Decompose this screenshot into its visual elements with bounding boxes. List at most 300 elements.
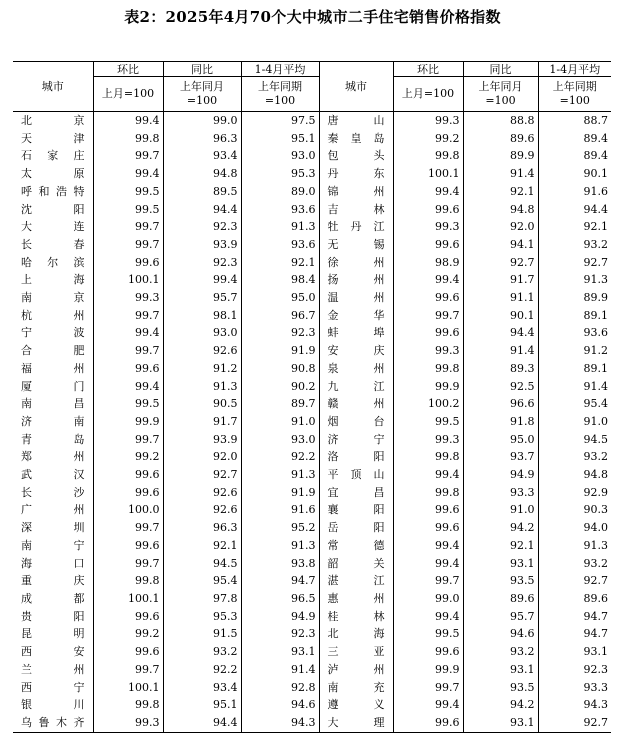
- city-name-right: 济宁: [319, 431, 393, 449]
- city-name-left: 南京: [21, 291, 85, 305]
- mom-index-right: 99.5: [393, 413, 463, 431]
- ytd-avg-index-left: 93.6: [241, 201, 319, 219]
- city-name-right: 丹东: [319, 165, 393, 183]
- city-name-right: 宜昌: [319, 484, 393, 502]
- yoy-index-left: 89.5: [163, 183, 241, 201]
- ytd-avg-index-left: 95.2: [241, 519, 319, 537]
- city-name-left: 南宁: [21, 538, 85, 552]
- table-row: [13, 643, 611, 661]
- ytd-avg-index-right: 91.3: [538, 537, 611, 555]
- yoy-index-right: 91.4: [463, 165, 538, 183]
- ytd-avg-index-right: 92.3: [538, 661, 611, 679]
- header-hb-right: 环比: [393, 62, 463, 77]
- ytd-avg-index-right: 93.2: [538, 448, 611, 466]
- yoy-index-left: 92.0: [163, 448, 241, 466]
- city-name-right: 北海: [319, 625, 393, 643]
- city-name-right: 遵义: [319, 696, 393, 714]
- table-row: [13, 395, 611, 413]
- yoy-index-right: 93.1: [463, 714, 538, 732]
- table-row: [13, 413, 611, 431]
- table-row: [13, 324, 611, 342]
- ytd-avg-index-right: 94.7: [538, 608, 611, 626]
- ytd-avg-index-right: 91.0: [538, 413, 611, 431]
- ytd-avg-index-left: 89.0: [241, 183, 319, 201]
- table-title: 表2：2025年4月70个大中城市二手住宅销售价格指数: [124, 8, 501, 26]
- ytd-avg-index-left: 93.0: [241, 431, 319, 449]
- yoy-index-left: 99.0: [163, 112, 241, 130]
- table-row: [13, 130, 611, 148]
- mom-index-left: 99.3: [93, 289, 163, 307]
- city-name-left: 济南: [21, 414, 85, 428]
- mom-index-left: 99.9: [93, 413, 163, 431]
- ytd-avg-index-right: 91.3: [538, 271, 611, 289]
- table-row: [13, 661, 611, 679]
- table-row: [13, 501, 611, 519]
- yoy-index-left: 94.4: [163, 714, 241, 732]
- mom-index-left: 99.5: [93, 183, 163, 201]
- city-name-left: 石家庄: [21, 149, 85, 163]
- city-name-left: 大连: [21, 220, 85, 234]
- yoy-index-right: 91.7: [463, 271, 538, 289]
- city-name-right: 锦州: [319, 183, 393, 201]
- yoy-index-right: 94.9: [463, 466, 538, 484]
- city-name-left: 长沙: [21, 485, 85, 499]
- mom-index-right: 99.3: [393, 218, 463, 236]
- yoy-index-right: 89.6: [463, 130, 538, 148]
- yoy-index-right: 94.2: [463, 696, 538, 714]
- table-row: [13, 307, 611, 325]
- city-name-left: 武汉: [21, 468, 85, 482]
- mom-index-right: 99.6: [393, 501, 463, 519]
- mom-index-left: 99.7: [93, 519, 163, 537]
- city-name-right: 南充: [319, 679, 393, 697]
- city-name-right: 包头: [319, 147, 393, 165]
- yoy-index-right: 93.3: [463, 484, 538, 502]
- ytd-avg-index-right: 91.4: [538, 378, 611, 396]
- mom-index-left: 99.7: [93, 307, 163, 325]
- mom-index-left: 99.7: [93, 218, 163, 236]
- yoy-index-right: 92.1: [463, 183, 538, 201]
- city-name-right: 泸州: [319, 661, 393, 679]
- ytd-avg-index-right: 94.3: [538, 696, 611, 714]
- mom-index-left: 99.4: [93, 378, 163, 396]
- yoy-index-left: 91.2: [163, 360, 241, 378]
- yoy-index-left: 93.4: [163, 147, 241, 165]
- mom-index-right: 99.8: [393, 448, 463, 466]
- yoy-index-left: 99.4: [163, 271, 241, 289]
- table-row: [13, 183, 611, 201]
- mom-index-right: 99.7: [393, 572, 463, 590]
- yoy-index-right: 92.0: [463, 218, 538, 236]
- mom-index-right: 99.8: [393, 484, 463, 502]
- table-row: [13, 608, 611, 626]
- header-avg-sub-left: 上年同期=100: [241, 77, 319, 112]
- yoy-index-right: 89.9: [463, 147, 538, 165]
- city-name-left: 南昌: [21, 397, 85, 411]
- yoy-index-left: 94.4: [163, 201, 241, 219]
- city-name-left: 乌鲁木齐: [13, 714, 93, 732]
- mom-index-right: 99.4: [393, 183, 463, 201]
- yoy-index-left: 95.1: [163, 696, 241, 714]
- yoy-index-left: 93.9: [163, 431, 241, 449]
- mom-index-right: 99.6: [393, 324, 463, 342]
- yoy-index-right: 94.6: [463, 625, 538, 643]
- table-row: [13, 271, 611, 289]
- table-row: [13, 254, 611, 272]
- table-row: [13, 466, 611, 484]
- ytd-avg-index-right: 93.3: [538, 679, 611, 697]
- ytd-avg-index-right: 91.2: [538, 342, 611, 360]
- ytd-avg-index-right: 89.4: [538, 147, 611, 165]
- ytd-avg-index-left: 95.0: [241, 289, 319, 307]
- table-row: [13, 289, 611, 307]
- yoy-index-left: 95.7: [163, 289, 241, 307]
- ytd-avg-index-left: 93.1: [241, 643, 319, 661]
- ytd-avg-index-right: 92.1: [538, 218, 611, 236]
- mom-index-right: 99.8: [393, 360, 463, 378]
- city-name-right: 牡丹江: [319, 218, 393, 236]
- ytd-avg-index-left: 89.7: [241, 395, 319, 413]
- header-city-left: 城市: [13, 62, 93, 112]
- ytd-avg-index-left: 91.9: [241, 484, 319, 502]
- ytd-avg-index-right: 89.1: [538, 360, 611, 378]
- city-name-right: 九江: [319, 378, 393, 396]
- mom-index-right: 99.3: [393, 112, 463, 130]
- city-name-right: 大理: [319, 714, 393, 732]
- header-hb-left: 环比: [93, 62, 163, 77]
- yoy-index-right: 91.8: [463, 413, 538, 431]
- city-name-right: 徐州: [319, 254, 393, 272]
- mom-index-left: 99.6: [93, 608, 163, 626]
- table-row: [13, 360, 611, 378]
- ytd-avg-index-right: 90.1: [538, 165, 611, 183]
- mom-index-right: 99.6: [393, 201, 463, 219]
- city-name-right: 常德: [319, 537, 393, 555]
- yoy-index-left: 92.7: [163, 466, 241, 484]
- city-name-right: 三亚: [319, 643, 393, 661]
- yoy-index-left: 92.2: [163, 661, 241, 679]
- city-name-right: 蚌埠: [319, 324, 393, 342]
- city-name-right: 岳阳: [319, 519, 393, 537]
- mom-index-left: 100.1: [93, 679, 163, 697]
- yoy-index-left: 96.3: [163, 130, 241, 148]
- city-name-left: 贵阳: [21, 609, 85, 623]
- yoy-index-left: 91.7: [163, 413, 241, 431]
- ytd-avg-index-left: 91.9: [241, 342, 319, 360]
- ytd-avg-index-left: 97.5: [241, 112, 319, 130]
- yoy-index-right: 92.7: [463, 254, 538, 272]
- table-row: [13, 714, 611, 732]
- yoy-index-right: 94.1: [463, 236, 538, 254]
- mom-index-left: 99.7: [93, 661, 163, 679]
- yoy-index-left: 96.3: [163, 519, 241, 537]
- mom-index-left: 99.4: [93, 324, 163, 342]
- city-name-left: 银川: [21, 698, 85, 712]
- ytd-avg-index-right: 92.7: [538, 572, 611, 590]
- mom-index-right: 99.3: [393, 431, 463, 449]
- ytd-avg-index-right: 95.4: [538, 395, 611, 413]
- city-name-right: 襄阳: [319, 501, 393, 519]
- yoy-index-right: 96.6: [463, 395, 538, 413]
- city-name-left: 兰州: [21, 662, 85, 676]
- ytd-avg-index-right: 89.4: [538, 130, 611, 148]
- table-row: [13, 537, 611, 555]
- yoy-index-left: 94.5: [163, 555, 241, 573]
- yoy-index-right: 93.2: [463, 643, 538, 661]
- table-row: [13, 236, 611, 254]
- yoy-index-right: 93.5: [463, 679, 538, 697]
- city-name-right: 扬州: [319, 271, 393, 289]
- city-name-right: 洛阳: [319, 448, 393, 466]
- table-row: [13, 572, 611, 590]
- ytd-avg-index-left: 98.4: [241, 271, 319, 289]
- mom-index-left: 99.2: [93, 448, 163, 466]
- ytd-avg-index-left: 92.3: [241, 625, 319, 643]
- table-row: [13, 165, 611, 183]
- ytd-avg-index-left: 92.8: [241, 679, 319, 697]
- city-name-left: 太原: [21, 167, 85, 181]
- ytd-avg-index-right: 94.8: [538, 466, 611, 484]
- mom-index-right: 99.6: [393, 236, 463, 254]
- ytd-avg-index-right: 94.5: [538, 431, 611, 449]
- ytd-avg-index-right: 93.2: [538, 555, 611, 573]
- table-row: [13, 378, 611, 396]
- city-name-left: 合肥: [21, 344, 85, 358]
- yoy-index-right: 94.2: [463, 519, 538, 537]
- header-avg-sub-right: 上年同期=100: [538, 77, 611, 112]
- yoy-index-right: 89.3: [463, 360, 538, 378]
- mom-index-left: 99.7: [93, 147, 163, 165]
- header-hb-sub-left: 上月=100: [93, 77, 163, 112]
- ytd-avg-index-left: 94.7: [241, 572, 319, 590]
- yoy-index-left: 97.8: [163, 590, 241, 608]
- mom-index-right: 99.9: [393, 378, 463, 396]
- city-name-right: 吉林: [319, 201, 393, 219]
- city-name-left: 福州: [21, 361, 85, 375]
- city-name-left: 宁波: [21, 326, 85, 340]
- mom-index-left: 99.2: [93, 625, 163, 643]
- yoy-index-left: 95.4: [163, 572, 241, 590]
- mom-index-left: 99.6: [93, 484, 163, 502]
- ytd-avg-index-left: 92.2: [241, 448, 319, 466]
- mom-index-right: 99.9: [393, 661, 463, 679]
- yoy-index-right: 95.0: [463, 431, 538, 449]
- city-name-right: 唐山: [319, 112, 393, 130]
- table-row: [13, 147, 611, 165]
- yoy-index-right: 89.6: [463, 590, 538, 608]
- mom-index-right: 99.4: [393, 466, 463, 484]
- city-name-right: 赣州: [319, 395, 393, 413]
- ytd-avg-index-right: 92.9: [538, 484, 611, 502]
- city-name-right: 无锡: [319, 236, 393, 254]
- ytd-avg-index-left: 94.6: [241, 696, 319, 714]
- yoy-index-right: 93.5: [463, 572, 538, 590]
- table-row: [13, 431, 611, 449]
- city-name-left: 昆明: [21, 627, 85, 641]
- city-name-left: 厦门: [21, 379, 85, 393]
- yoy-index-left: 92.6: [163, 484, 241, 502]
- ytd-avg-index-left: 93.6: [241, 236, 319, 254]
- city-name-left: 西安: [21, 645, 85, 659]
- mom-index-left: 99.5: [93, 201, 163, 219]
- ytd-avg-index-left: 96.7: [241, 307, 319, 325]
- mom-index-left: 99.8: [93, 572, 163, 590]
- city-name-left: 深圳: [21, 521, 85, 535]
- ytd-avg-index-right: 93.6: [538, 324, 611, 342]
- yoy-index-right: 93.1: [463, 661, 538, 679]
- city-name-right: 秦皇岛: [319, 130, 393, 148]
- table-row: [13, 679, 611, 697]
- ytd-avg-index-left: 91.4: [241, 661, 319, 679]
- yoy-index-left: 91.3: [163, 378, 241, 396]
- header-avg-right: 1-4月平均: [538, 62, 611, 77]
- mom-index-left: 99.6: [93, 537, 163, 555]
- yoy-index-left: 92.1: [163, 537, 241, 555]
- table-row: [13, 448, 611, 466]
- ytd-avg-index-right: 89.1: [538, 307, 611, 325]
- ytd-avg-index-right: 94.7: [538, 625, 611, 643]
- ytd-avg-index-left: 90.8: [241, 360, 319, 378]
- mom-index-right: 99.0: [393, 590, 463, 608]
- header-tb-right: 同比: [463, 62, 538, 77]
- city-name-right: 金华: [319, 307, 393, 325]
- city-name-left: 长春: [21, 237, 85, 251]
- mom-index-right: 99.3: [393, 342, 463, 360]
- ytd-avg-index-left: 94.3: [241, 714, 319, 732]
- yoy-index-right: 91.1: [463, 289, 538, 307]
- city-name-left: 上海: [21, 273, 85, 287]
- ytd-avg-index-left: 91.3: [241, 537, 319, 555]
- city-name-right: 惠州: [319, 590, 393, 608]
- ytd-avg-index-right: 92.7: [538, 714, 611, 732]
- mom-index-left: 100.1: [93, 590, 163, 608]
- mom-index-right: 99.4: [393, 555, 463, 573]
- header-city-right: 城市: [319, 62, 393, 112]
- table-body: [13, 112, 611, 733]
- city-name-left: 哈尔滨: [21, 255, 85, 269]
- mom-index-left: 99.7: [93, 431, 163, 449]
- yoy-index-right: 93.7: [463, 448, 538, 466]
- city-name-left: 北京: [21, 114, 85, 127]
- mom-index-right: 99.7: [393, 679, 463, 697]
- ytd-avg-index-right: 94.0: [538, 519, 611, 537]
- yoy-index-left: 94.8: [163, 165, 241, 183]
- city-name-left: 西宁: [21, 680, 85, 694]
- mom-index-left: 99.6: [93, 360, 163, 378]
- ytd-avg-index-left: 94.9: [241, 608, 319, 626]
- table-row: [13, 625, 611, 643]
- yoy-index-left: 93.2: [163, 643, 241, 661]
- city-name-left: 呼和浩特: [21, 184, 85, 198]
- ytd-avg-index-right: 90.3: [538, 501, 611, 519]
- city-name-right: 温州: [319, 289, 393, 307]
- mom-index-left: 99.7: [93, 342, 163, 360]
- table-row: [13, 590, 611, 608]
- yoy-index-left: 92.6: [163, 342, 241, 360]
- mom-index-left: 99.3: [93, 714, 163, 732]
- table-row: [13, 555, 611, 573]
- header-tb-sub-left: 上年同月=100: [163, 77, 241, 112]
- mom-index-right: 99.6: [393, 519, 463, 537]
- city-name-right: 泉州: [319, 360, 393, 378]
- city-name-left: 成都: [21, 591, 85, 605]
- mom-index-left: 99.6: [93, 643, 163, 661]
- ytd-avg-index-right: 93.2: [538, 236, 611, 254]
- mom-index-left: 100.0: [93, 501, 163, 519]
- price-index-table: [13, 61, 611, 733]
- city-name-right: 湛江: [319, 572, 393, 590]
- yoy-index-right: 91.4: [463, 342, 538, 360]
- yoy-index-left: 93.4: [163, 679, 241, 697]
- yoy-index-left: 92.3: [163, 218, 241, 236]
- yoy-index-right: 91.0: [463, 501, 538, 519]
- table-row: [13, 218, 611, 236]
- mom-index-left: 99.6: [93, 466, 163, 484]
- mom-index-left: 99.4: [93, 165, 163, 183]
- mom-index-left: 99.6: [93, 254, 163, 272]
- yoy-index-right: 90.1: [463, 307, 538, 325]
- ytd-avg-index-left: 93.0: [241, 147, 319, 165]
- yoy-index-left: 98.1: [163, 307, 241, 325]
- mom-index-left: 100.1: [93, 271, 163, 289]
- ytd-avg-index-left: 96.5: [241, 590, 319, 608]
- ytd-avg-index-left: 91.3: [241, 218, 319, 236]
- city-name-right: 平顶山: [319, 466, 393, 484]
- mom-index-right: 99.7: [393, 307, 463, 325]
- table-row: [13, 112, 611, 130]
- mom-index-right: 99.5: [393, 625, 463, 643]
- city-name-left: 天津: [21, 131, 85, 145]
- header-avg-left: 1-4月平均: [241, 62, 319, 77]
- mom-index-left: 99.4: [93, 112, 163, 130]
- yoy-index-right: 94.4: [463, 324, 538, 342]
- mom-index-right: 99.4: [393, 271, 463, 289]
- city-name-right: 桂林: [319, 608, 393, 626]
- ytd-avg-index-left: 90.2: [241, 378, 319, 396]
- ytd-avg-index-left: 95.3: [241, 165, 319, 183]
- mom-index-right: 100.1: [393, 165, 463, 183]
- ytd-avg-index-left: 91.3: [241, 466, 319, 484]
- header-tb-sub-right: 上年同月=100: [463, 77, 538, 112]
- city-name-left: 杭州: [21, 308, 85, 322]
- mom-index-left: 99.8: [93, 696, 163, 714]
- mom-index-right: 99.4: [393, 537, 463, 555]
- ytd-avg-index-right: 93.1: [538, 643, 611, 661]
- mom-index-right: 99.4: [393, 696, 463, 714]
- ytd-avg-index-left: 92.3: [241, 324, 319, 342]
- yoy-index-left: 93.9: [163, 236, 241, 254]
- header-hb-sub-right: 上月=100: [393, 77, 463, 112]
- yoy-index-left: 92.3: [163, 254, 241, 272]
- mom-index-left: 99.7: [93, 555, 163, 573]
- city-name-left: 海口: [21, 556, 85, 570]
- table-row: [13, 484, 611, 502]
- city-name-left: 重庆: [21, 574, 85, 588]
- mom-index-right: 99.6: [393, 714, 463, 732]
- header-tb-left: 同比: [163, 62, 241, 77]
- mom-index-right: 99.6: [393, 643, 463, 661]
- table-row: [13, 342, 611, 360]
- mom-index-right: 99.6: [393, 289, 463, 307]
- mom-index-right: 99.8: [393, 147, 463, 165]
- yoy-index-left: 93.0: [163, 324, 241, 342]
- mom-index-right: 99.4: [393, 608, 463, 626]
- city-name-right: 烟台: [319, 413, 393, 431]
- ytd-avg-index-left: 93.8: [241, 555, 319, 573]
- ytd-avg-index-left: 92.1: [241, 254, 319, 272]
- mom-index-right: 100.2: [393, 395, 463, 413]
- city-name-left: 郑州: [21, 450, 85, 464]
